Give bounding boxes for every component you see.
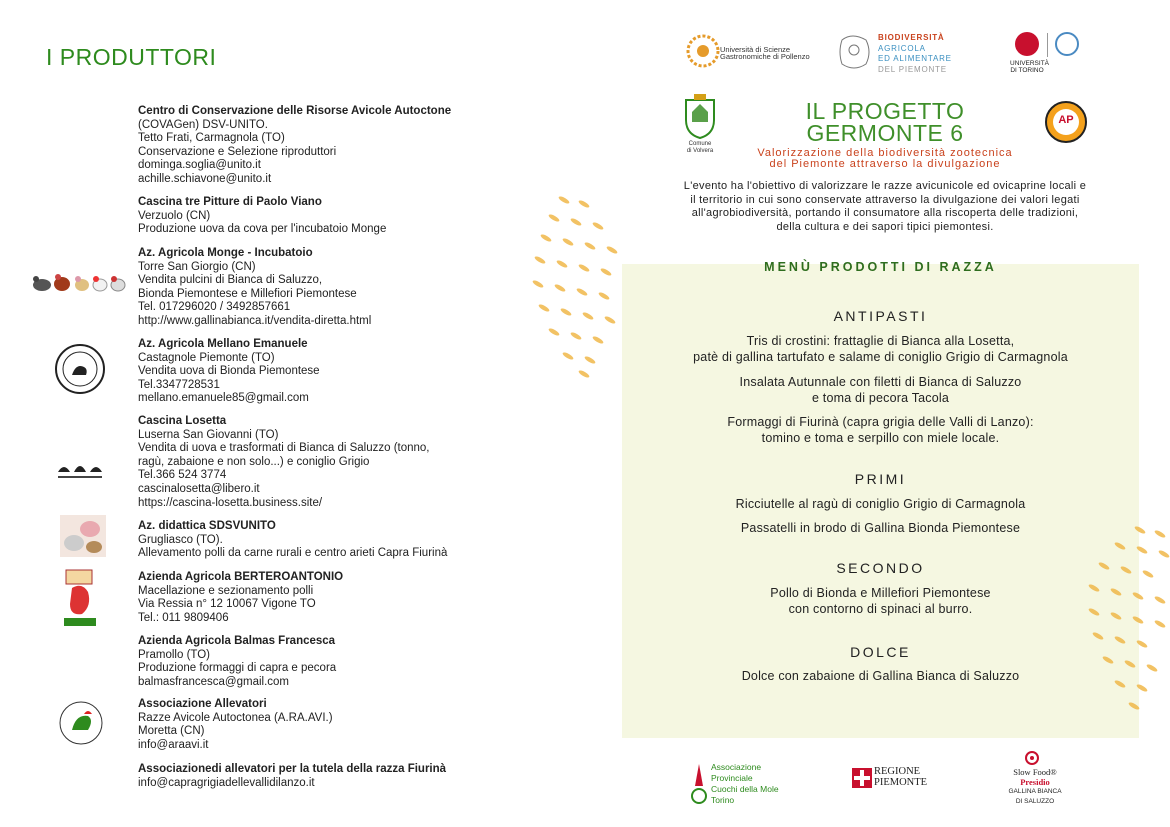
project-subtitle-line: del Piemonte attraverso la divulgazione (769, 158, 1001, 170)
producer-line: Produzione formaggi di capra e pecora (138, 662, 337, 675)
regione-piemonte-name (874, 767, 927, 788)
unisg-line: Gastronomiche di Pollenzo (720, 52, 810, 61)
slowfood-line: GALLINA BIANCA (1008, 788, 1062, 795)
producer-line: Castagnole Piemonte (TO) (138, 351, 275, 364)
producer-line: Allevamento polli da carne rurali e centro arieti Capra Fiurinà (138, 547, 448, 560)
producer-balmas (138, 635, 498, 689)
araavi-logo (58, 700, 104, 746)
slowfood-line: Slow Food® (1013, 767, 1057, 777)
producer-line: Torre San Giorgio (CN) (138, 260, 256, 273)
producer-name: Cascina Losetta (138, 415, 227, 427)
dish-line: Insalata Autunnale con filetti di Bianca di Saluzzo (739, 375, 1022, 389)
project-subtitle-line: Valorizzazione della biodiversità zootecnica (757, 147, 1013, 159)
slowfood-line: DI SALUZZO (1015, 798, 1055, 805)
producer-line: Via Ressia n° 12 10067 Vigone TO (138, 598, 316, 611)
producer-email[interactable]: info@araavi.it (138, 738, 209, 751)
producer-line: Pramollo (TO) (138, 648, 210, 661)
losetta-logo (54, 448, 106, 482)
producer-bertero (138, 571, 498, 625)
biodiv-line: ED ALIMENTARE (878, 54, 952, 63)
cuochi-line: Cuochi della Mole (711, 784, 779, 794)
regione-piemonte-flag (852, 768, 872, 788)
producer-name: Centro di Conservazione delle Risorse Avicole Autoctone (138, 105, 452, 117)
producer-name: Associazione Allevatori (138, 698, 267, 710)
producer-email[interactable]: mellano.emanuele85@gmail.com (138, 392, 309, 405)
producer-tre-pitture (138, 196, 498, 237)
producer-email[interactable]: info@capragrigiadellevallidilanzo.it (138, 776, 315, 789)
producer-line: Produzione uova da cova per l'incubatoio Monge (138, 223, 387, 236)
dish-tris-crostini (622, 333, 1139, 365)
dish-line: Dolce con zabaione di Gallina Bianca di Saluzzo (741, 669, 1020, 683)
regione-line: REGIONE (874, 766, 921, 777)
menu-title: MENÙ PRODOTTI DI RAZZA (764, 260, 997, 274)
dish-insalata (622, 374, 1139, 406)
project-subtitle (720, 148, 1050, 170)
slowfood-line: Presìdio (1020, 777, 1050, 787)
producer-fiurina (138, 763, 498, 790)
producer-phone: Tel.366 524 3774 (138, 469, 227, 482)
mellano-logo (54, 343, 106, 395)
producer-line: Vendita uova di Bionda Piemontese (138, 365, 320, 378)
chickens-illustration (30, 268, 130, 298)
biodiv-line: DEL PIEMONTE (878, 64, 947, 74)
project-title-line: IL PROGETTO (805, 98, 965, 124)
unisg-name (720, 46, 810, 60)
intro-line: all'agrobiodiversità, portando il consumatore alla riscoperta delle tradizioni, (691, 207, 1079, 219)
unito-line: UNIVERSITÀ (1010, 60, 1050, 67)
intro-line: il territorio in cui sono conservate attraverso la divulgazione dei valori legati (690, 193, 1080, 206)
producer-phone: Tel. 017296020 / 3492857661 (138, 301, 291, 314)
producer-link[interactable]: https://cascina-losetta.business.site/ (138, 496, 323, 509)
producer-line: Vendita di uova e trasformati di Bianca di Saluzzo (tonno, (138, 442, 430, 455)
producer-phone: Tel.3347728531 (138, 378, 220, 391)
unisg-line: Università di Scienze (720, 45, 791, 54)
producer-email[interactable]: achille.schiavone@unito.it (138, 172, 272, 185)
biodiv-line: BIODIVERSITÀ (878, 33, 945, 42)
volvera-name (682, 141, 718, 155)
dish-line: e toma di pecora Tacola (811, 391, 950, 405)
producer-line: (COVAGen) DSV-UNITO. (138, 118, 268, 131)
decorative-dots-left (524, 190, 634, 380)
producer-name: Azienda Agricola Balmas Francesca (138, 635, 336, 647)
decorative-dots-right (1080, 520, 1170, 720)
producer-losetta (138, 415, 498, 510)
producer-email[interactable]: cascinalosetta@libero.it (138, 482, 260, 495)
intro-line: L'evento ha l'obiettivo di valorizzare le razze avicunicole ed ovicaprine locali e (683, 180, 1087, 192)
producer-link[interactable]: http://www.gallinabianca.it/vendita-diretta.html (138, 314, 372, 327)
biodiversity-title (878, 33, 952, 75)
ap-logo-label: AP (1058, 114, 1074, 126)
dish-line: con contorno di spinaci al burro. (788, 602, 973, 616)
dish-pollo (622, 585, 1139, 617)
unito-name (1010, 60, 1050, 74)
intro-line: della cultura e dei sapori tipici piemontesi. (776, 220, 994, 233)
volvera-line: Comune (688, 141, 712, 147)
producer-line: ragù, zabaione e non solo...) e coniglio Grigio (138, 455, 370, 468)
producer-line: Luserna San Giovanni (TO) (138, 428, 279, 441)
producer-line: Verzuolo (CN) (138, 209, 211, 222)
producer-line: Moretta (CN) (138, 725, 205, 738)
biodiversity-logo-map (836, 30, 872, 74)
dish-dolce-zabaione (622, 668, 1139, 684)
left-page-title: I PRODUTTORI (46, 44, 217, 70)
biodiv-line: AGRICOLA (878, 43, 926, 53)
bertero-rooster-logo (62, 568, 98, 628)
section-dolce: DOLCE (850, 644, 911, 660)
producer-name: Azienda Agricola BERTEROANTONIO (138, 571, 344, 583)
cuochi-line: Provinciale (711, 773, 753, 783)
producer-line: Razze Avicole Autoctonea (A.RA.AVI.) (138, 711, 333, 724)
producer-line: Tetto Frati, Carmagnola (TO) (138, 132, 285, 145)
section-antipasti: ANTIPASTI (833, 308, 928, 324)
project-title (760, 100, 1010, 144)
unisg-logo (686, 30, 720, 72)
section-primi: PRIMI (854, 471, 907, 487)
slow-food-presidio (1002, 767, 1068, 807)
dish-line: tomino e toma e serpillo con miele locale. (761, 431, 1000, 445)
producer-line: Grugliasco (TO). (138, 533, 223, 546)
producer-line: Macellazione e sezionamento polli (138, 584, 314, 597)
unito-line: DI TORINO (1010, 67, 1044, 74)
dish-line: Formaggi di Fiurinà (capra grigia delle Valli di Lanzo): (727, 415, 1034, 429)
slow-food-snail-icon (1023, 750, 1041, 766)
cuochi-line: Associazione (711, 762, 762, 772)
producer-araavi (138, 698, 498, 752)
dish-line: patè di gallina tartufato e salame di coniglio Grigio di Carmagnola (693, 350, 1068, 364)
regione-line: PIEMONTE (874, 776, 928, 788)
producer-email[interactable]: balmasfrancesca@gmail.com (138, 675, 290, 688)
producer-name: Associazionedi allevatori per la tutela della razza Fiurinà (138, 763, 447, 775)
producer-phone: Tel.: 011 9809406 (138, 611, 229, 624)
cuochi-line: Torino (711, 795, 735, 805)
cuochi-mole-name (711, 762, 779, 806)
producer-covagen (138, 105, 498, 187)
producer-sdsvunito (138, 520, 498, 561)
producer-name: Az. didattica SDSVUNITO (138, 520, 276, 532)
producer-email[interactable]: dominga.soglia@unito.it (138, 159, 261, 172)
intro-paragraph (665, 180, 1105, 234)
dish-formaggi (622, 414, 1139, 446)
producer-line: Bionda Piemontese e Millefiori Piemontese (138, 287, 357, 300)
volvera-line: di Volvera (686, 148, 714, 154)
producer-line: Conservazione e Selezione riproduttori (138, 145, 337, 158)
cuochi-mole-logo (688, 762, 710, 806)
dish-line: Ricciutelle al ragù di coniglio Grigio di Carmagnola (735, 497, 1026, 511)
dish-line: Tris di crostini: frattaglie di Bianca alla Losetta, (746, 334, 1015, 348)
producer-name: Az. Agricola Mellano Emanuele (138, 338, 308, 350)
producer-name: Az. Agricola Monge - Incubatoio (138, 247, 313, 259)
producer-monge (138, 247, 498, 329)
producer-line: Vendita pulcini di Bianca di Saluzzo, (138, 274, 323, 287)
unito-logo (1014, 31, 1082, 59)
dish-passatelli (622, 520, 1139, 536)
dish-line: Passatelli in brodo di Gallina Bionda Piemontese (740, 521, 1021, 535)
dish-line: Pollo di Bionda e Millefiori Piemontese (770, 586, 991, 600)
project-title-line: GERMONTE 6 (806, 120, 964, 146)
section-secondo: SECONDO (836, 560, 925, 576)
producer-name: Cascina tre Pitture di Paolo Viano (138, 196, 322, 208)
volvera-crest (682, 92, 718, 140)
dish-ricciutelle (622, 496, 1139, 512)
producer-mellano (138, 338, 498, 406)
farm-animals-photo (60, 515, 106, 557)
